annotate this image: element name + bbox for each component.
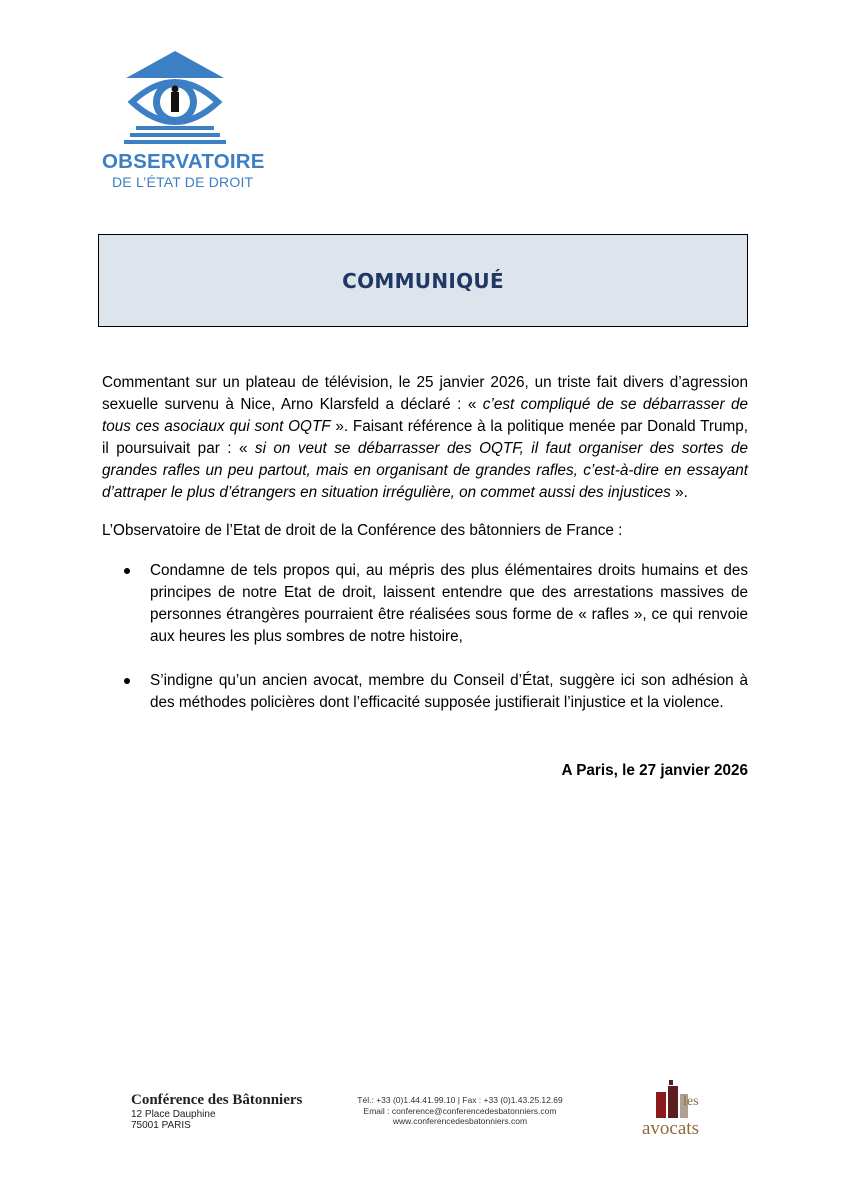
signature-date: A Paris, le 27 janvier 2026: [561, 762, 748, 779]
footer-contact: [310, 1095, 610, 1127]
email-link[interactable]: Email : conference@conferencedesbatonniers.com: [363, 1105, 557, 1116]
list-item: [102, 560, 748, 648]
list-item: [102, 670, 748, 714]
text-segment: ».: [670, 484, 688, 501]
observatoire-logo: [100, 48, 265, 198]
quote-2: si on veut se débarrasser des OQTF, il faut organiser des sortes de grandes rafles un peu partout, mais en organisant de grandes rafles, c’est-à-dire en essayant d’attraper le plus d’étrangers en situation irrégulière, on commet aussi des injustices: [102, 440, 748, 501]
logo-title: OBSERVATOIRE: [102, 150, 265, 173]
paragraph-intro: L’Observatoire de l’Etat de droit de la Conférence des bâtonniers de France :: [102, 522, 623, 539]
les-avocats-logo: [638, 1080, 728, 1150]
phone-fax: Tél.: +33 (0)1.44.41.99.10 | Fax : +33 (0)1.43.25.12.69: [357, 1095, 563, 1105]
page-title: COMMUNIQUÉ: [342, 268, 504, 293]
footer-organization: [131, 1092, 302, 1131]
bullet-list: [102, 560, 748, 714]
title-box: [98, 234, 748, 327]
bullet-icon: [124, 678, 130, 684]
logo-avocats: avocats: [642, 1118, 699, 1139]
list-item-text: Condamne de tels propos qui, au mépris des plus élémentaires droits humains et des principes de notre Etat de droit, laissent entendre que des arrestations massives de personnes étrangères pourraient être réalisées sous forme de « rafles », ce qui renvoie aux heures les plus sombres de notre histoire,: [150, 562, 748, 645]
org-name: Conférence des Bâtonniers: [131, 1092, 303, 1108]
website-link[interactable]: www.conferencedesbatonniers.com: [392, 1116, 528, 1126]
text-segment: Commentant sur un plateau de télévision, le 25 janvier 2026, un triste fait divers d’agression sexuelle survenu à Nice, Arno Klarsfeld a déclaré : «: [102, 374, 748, 413]
address-line-2: 75001 PARIS: [131, 1120, 191, 1131]
quote-1: c’est compliqué de se débarrasser de tous ces asociaux qui sont OQTF: [102, 396, 748, 435]
communique-body: [102, 372, 748, 714]
logo-les: les: [683, 1094, 699, 1109]
logo-subtitle: DE L’ÉTAT DE DROIT: [112, 174, 254, 190]
paragraph-statement: [102, 372, 748, 504]
list-item-text: S’indigne qu’un ancien avocat, membre du Conseil d’État, suggère ici son adhésion à des méthodes policières dont l’efficacité supposée justifierait l’injustice et la violence.: [150, 672, 748, 711]
eye-logo-icon: [120, 48, 230, 148]
bullet-icon: [124, 568, 130, 574]
address-line-1: 12 Place Dauphine: [131, 1109, 216, 1120]
text-segment: ». Faisant référence à la politique menée par Donald Trump, il poursuivait par : «: [102, 418, 748, 457]
